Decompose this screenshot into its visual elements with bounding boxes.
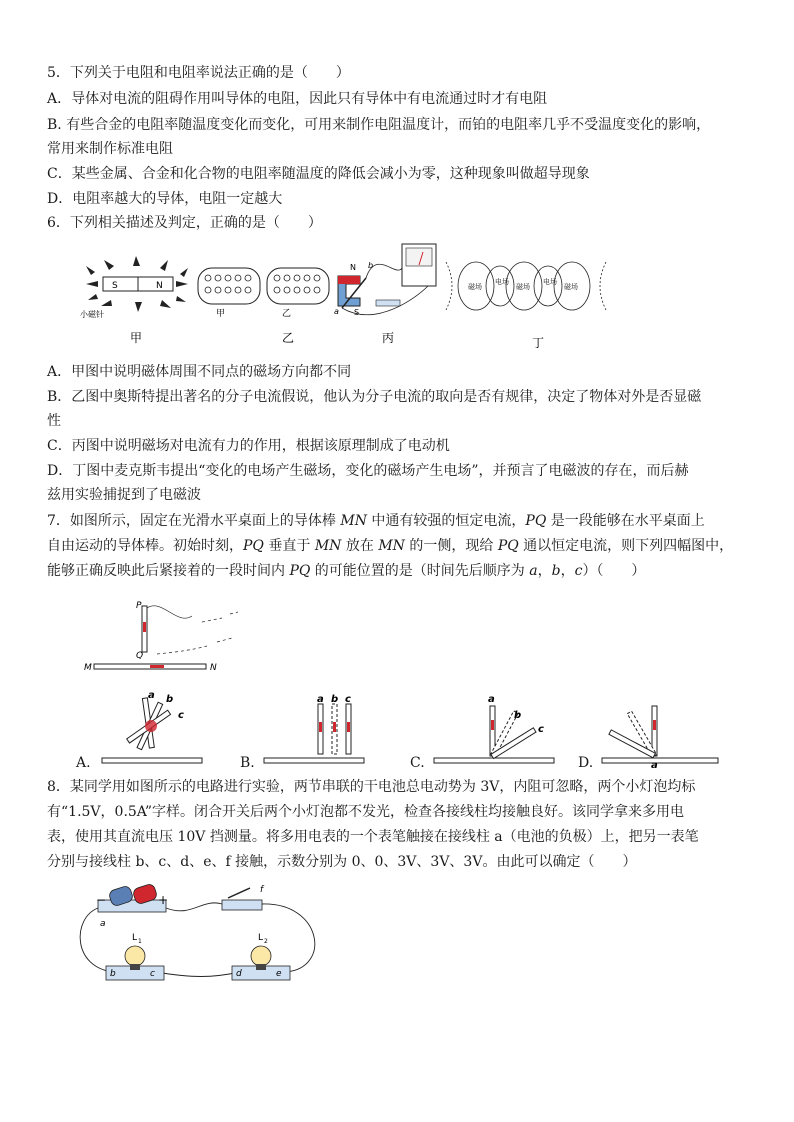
figure-jia-magnet — [80, 256, 188, 345]
svg-text:b: b — [331, 694, 339, 705]
q8-line3: 表，使用其直流电压 10V 挡测量。将多用电表的一个表笔触接在接线柱 a（电池的负极）上，把另一表笔 — [47, 829, 699, 845]
svg-text:电场: 电场 — [543, 278, 557, 286]
svg-text:a: a — [334, 307, 339, 316]
q5-option-c: C．某些金属、合金和化合物的电阻率随温度的降低会减小为零，这种现象叫做超导现象 — [47, 166, 590, 182]
svg-text:小磁针: 小磁针 — [80, 310, 104, 319]
q6-option-d-line2: 兹用实验捕捉到了电磁波 — [47, 487, 201, 503]
q6-figure — [76, 238, 611, 350]
q5-option-b-line2: 常用来制作标准电阻 — [47, 141, 173, 157]
q6-option-c: C．丙图中说明磁场对电流有力的作用，根据该原理制成了电动机 — [47, 438, 450, 454]
svg-text:e: e — [276, 969, 282, 979]
q6-option-a: A．甲图中说明磁体周围不同点的磁场方向都不同 — [47, 364, 352, 380]
q6-stem: 6．下列相关描述及判定，正确的是（ ） — [47, 215, 322, 231]
q8-line4: 分别与接线柱 b、c、d、e、f 接触，示数分别为 0、0、3V、3V、3V。由此可以确定（ ） — [47, 854, 637, 870]
svg-text:b: b — [166, 694, 174, 705]
figure-bing-induction — [334, 244, 436, 345]
svg-text:L: L — [258, 933, 264, 943]
svg-text:丙: 丙 — [382, 331, 395, 345]
q5-option-d: D．电阻率越大的导体，电阻一定越大 — [47, 191, 283, 207]
figure-yi-molecular-currents — [198, 268, 329, 345]
svg-text:乙: 乙 — [282, 331, 295, 345]
q7-option-d-label: D. — [578, 755, 594, 771]
q7-option-c-label: C. — [410, 755, 425, 771]
svg-text:+: + — [158, 893, 169, 907]
q7-option-b-figure — [258, 690, 370, 770]
svg-text:1: 1 — [138, 938, 142, 945]
svg-text:N: N — [210, 663, 217, 673]
svg-text:c: c — [538, 724, 544, 735]
q5-stem: 5．下列关于电阻和电阻率说法正确的是（ ） — [47, 65, 350, 81]
svg-text:S: S — [112, 281, 118, 291]
q8-line1: 8．某同学用如图所示的电路进行实验，两节串联的干电池总电动势为 3V，内阻可忽略，两个小灯泡均标 — [47, 779, 696, 795]
svg-text:b: b — [514, 710, 522, 721]
q7-option-c-figure — [428, 690, 568, 770]
svg-text:b: b — [368, 261, 374, 270]
svg-text:a: a — [148, 690, 155, 701]
q7-option-a-figure — [96, 690, 208, 770]
svg-text:L: L — [132, 933, 138, 943]
svg-text:c: c — [150, 969, 155, 979]
svg-text:b: b — [110, 969, 116, 979]
svg-text:N: N — [156, 281, 163, 291]
svg-text:2: 2 — [264, 938, 268, 945]
q8-line2: 有“1.5V，0.5A”字样。闭合开关后两个小灯泡都不发光，检查各接线柱均接触良好。该同学拿来多用电 — [47, 804, 685, 820]
q7-option-b-label: B. — [240, 755, 255, 771]
q8-circuit-figure — [72, 878, 328, 990]
svg-text:电场: 电场 — [495, 278, 509, 286]
svg-text:丁: 丁 — [532, 336, 545, 350]
svg-text:S: S — [354, 308, 360, 317]
svg-text:甲: 甲 — [216, 309, 226, 319]
q7-option-a-label: A. — [76, 755, 91, 771]
svg-text:a: a — [100, 919, 106, 929]
svg-text:P: P — [136, 601, 142, 611]
svg-text:N: N — [350, 263, 356, 272]
q6-option-b-line1: B．乙图中奥斯特提出著名的分子电流假说，他认为分子电流的取向是否有规律，决定了物体对外是否显磁 — [47, 389, 702, 405]
q7-line1: 7．如图所示，固定在光滑水平桌面上的导体棒 MN 中通有较强的恒定电流，PQ 是一段能够在水平桌面上 — [47, 513, 705, 529]
svg-text:d: d — [236, 969, 242, 979]
q5-option-a: A．导体对电流的阻碍作用叫导体的电阻，因此只有导体中有电流通过时才有电阻 — [47, 91, 548, 107]
svg-text:f: f — [260, 885, 264, 895]
svg-text:M: M — [84, 663, 92, 673]
q7-main-figure — [82, 596, 267, 676]
svg-text:a: a — [651, 760, 658, 770]
svg-text:c: c — [345, 694, 351, 705]
svg-text:c: c — [178, 710, 184, 721]
q7-option-d-figure — [596, 690, 736, 770]
svg-text:−: − — [96, 893, 107, 907]
svg-text:a: a — [317, 694, 324, 705]
svg-text:Q: Q — [136, 651, 144, 661]
svg-text:磁场: 磁场 — [468, 283, 482, 291]
q7-line2: 自由运动的导体棒。初始时刻，PQ 垂直于 MN 放在 MN 的一侧，现给 PQ 通以恒定电流，则下列四幅图中， — [47, 538, 734, 554]
svg-text:磁场: 磁场 — [516, 283, 530, 291]
svg-text:磁场: 磁场 — [564, 283, 578, 291]
svg-text:甲: 甲 — [130, 331, 143, 345]
q6-option-b-line2: 性 — [47, 413, 61, 429]
q7-line3: 能够正确反映此后紧接着的一段时间内 PQ 的可能位置的是（时间先后顺序为 a，b，c）（ ） — [47, 563, 646, 579]
q6-option-d-line1: D．丁图中麦克斯韦提出“变化的电场产生磁场，变化的磁场产生电场”，并预言了电磁波的存在，而后赫 — [47, 463, 689, 479]
svg-text:乙: 乙 — [282, 309, 292, 319]
svg-text:a: a — [488, 694, 495, 705]
q5-option-b-line1: B. 有些合金的电阻率随温度变化而变化，可用来制作电阻温度计，而铂的电阻率几乎不受温度变化的影响， — [47, 117, 711, 133]
